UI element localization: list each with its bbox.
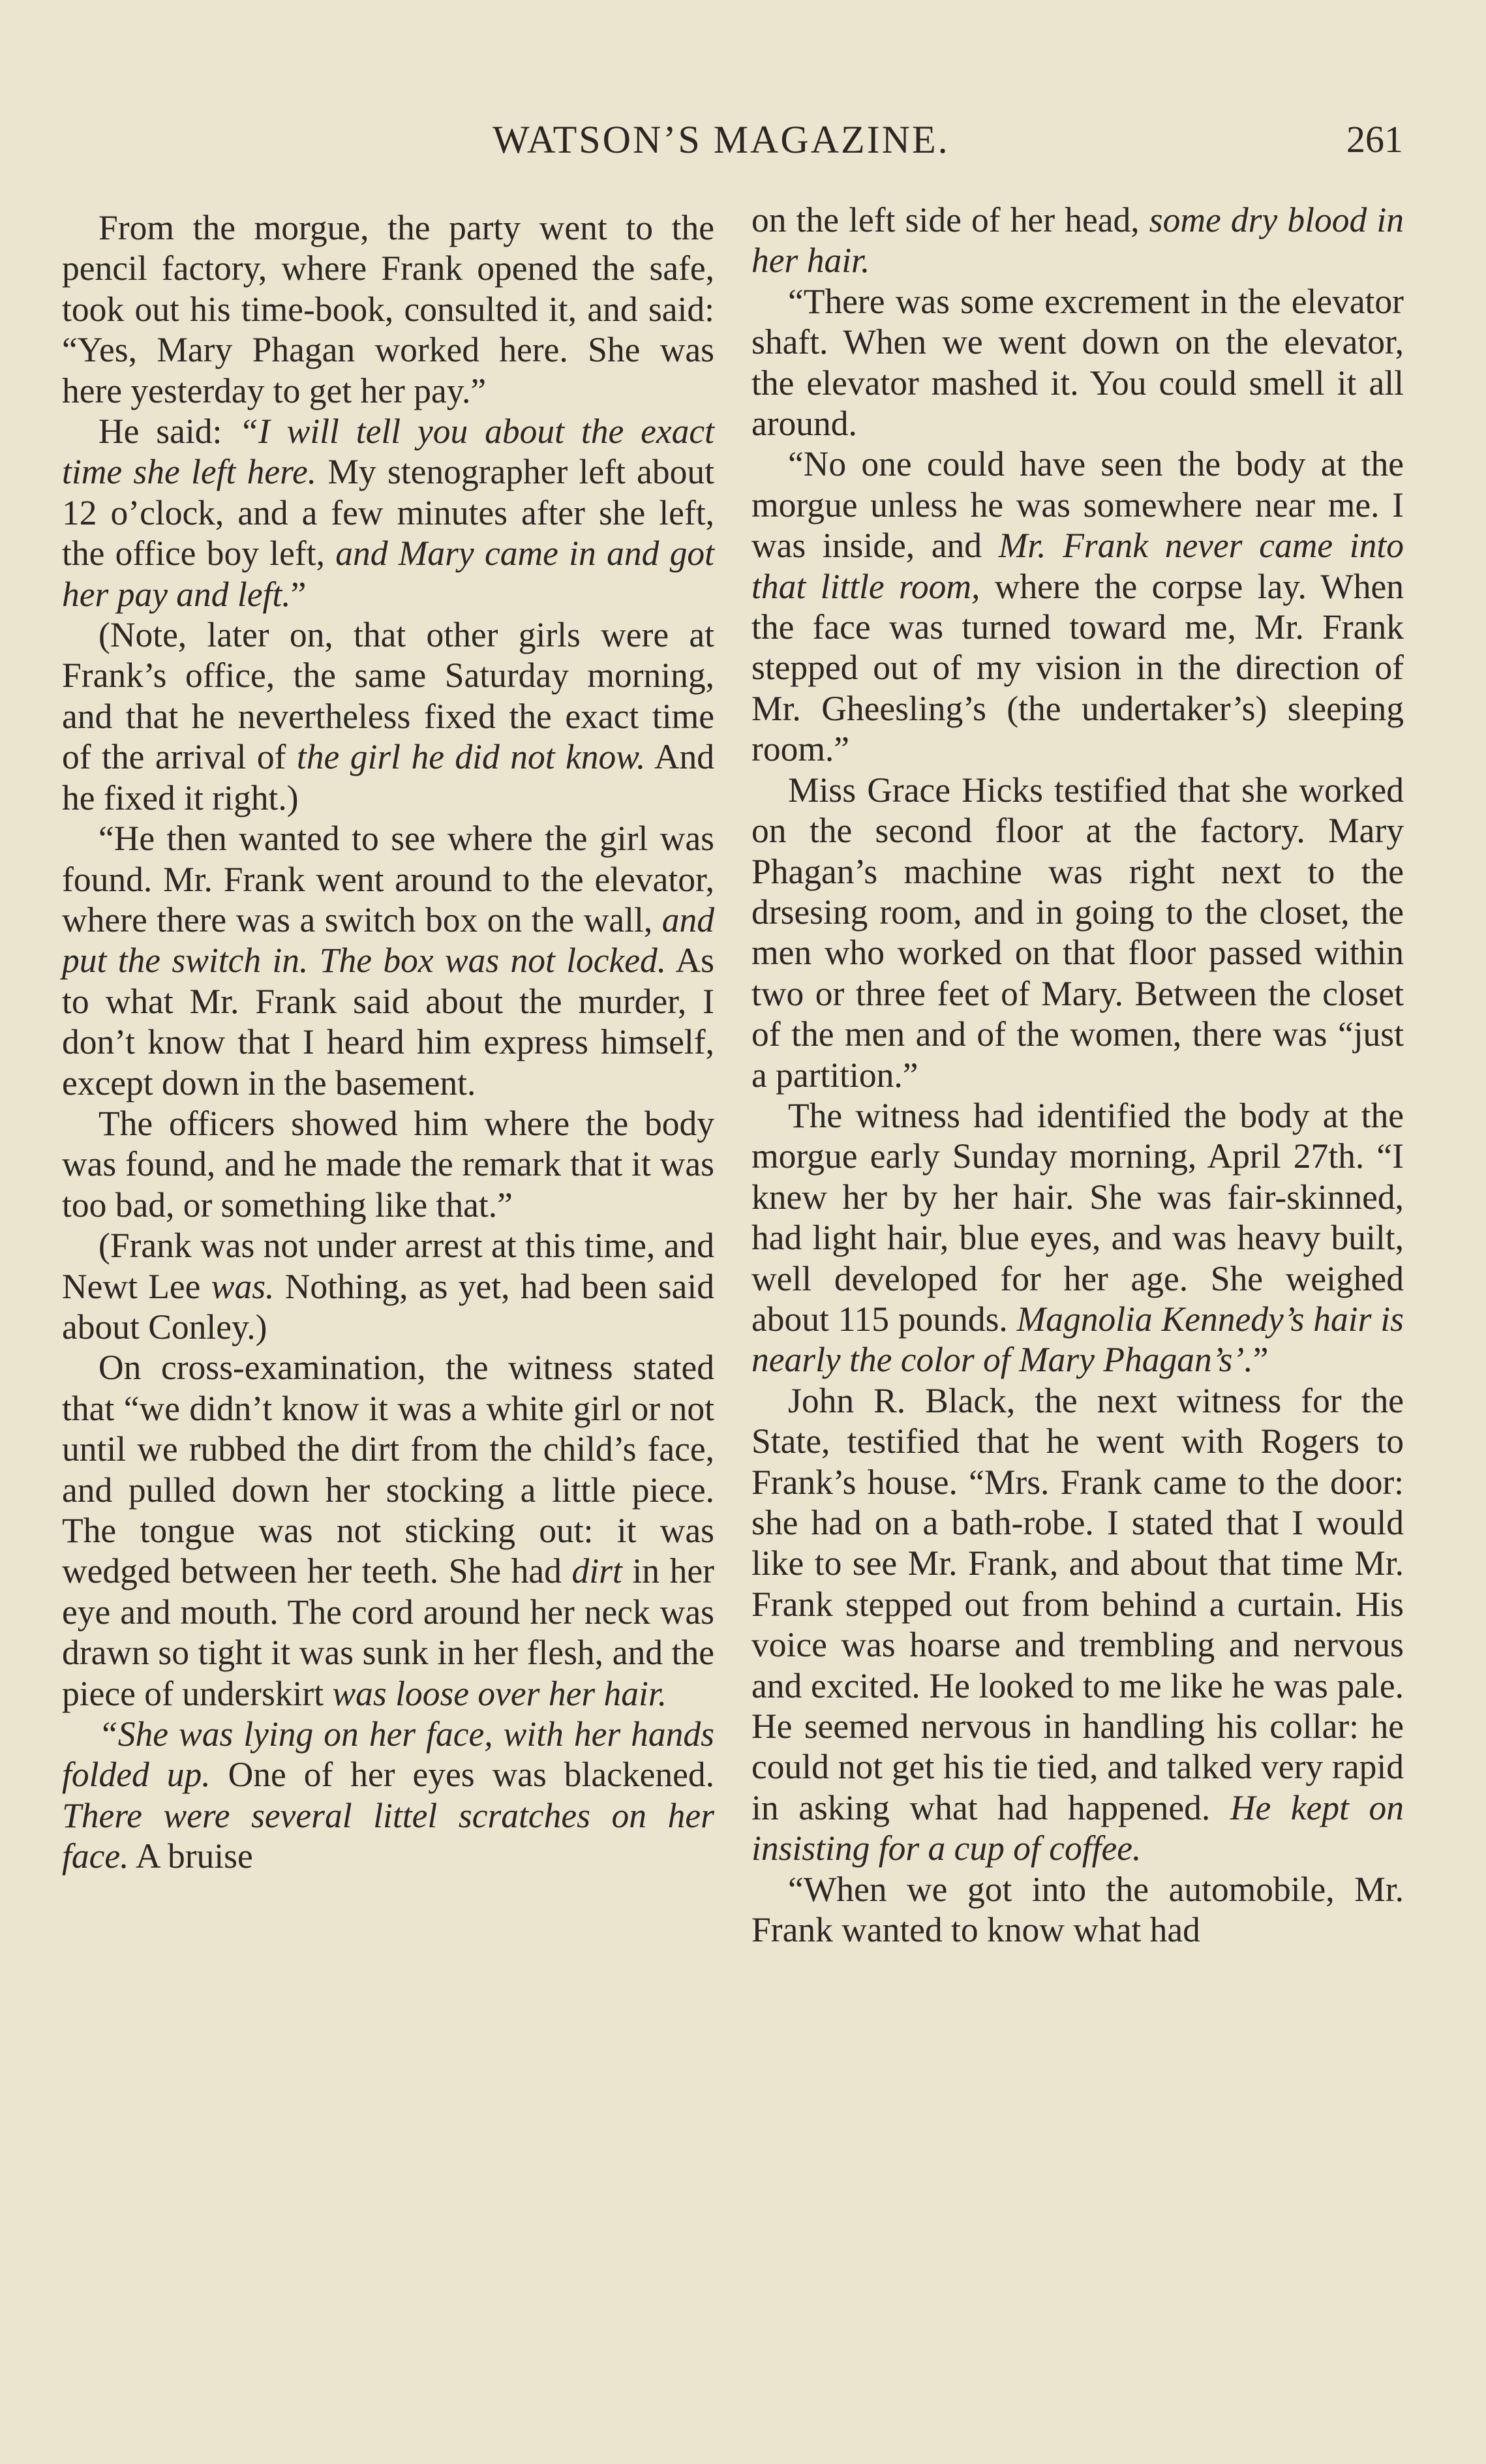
italic-text: was. [211,1266,275,1306]
italic-text: dirt [571,1551,622,1591]
italic-text: He kept on insisting for a cup of coffee. [751,1787,1404,1868]
paragraph: “He then wanted to see where the girl was found. Mr. Frank went around to the elevator, where there was a switch box on the wall, and put the switch in. The box was not locked. As to what Mr. Frank said about the murder, I don’t know that I heard him express himself, except down in the basement. [62,819,714,1103]
italic-text: some dry blood in her hair. [751,200,1404,281]
italic-text: Magnolia Kennedy’s hair is nearly the color of Mary Phagan’s’. [751,1299,1404,1380]
italic-text: and put the switch in. The box was not locked. [62,900,714,981]
paragraph: (Frank was not under arrest at this time, and Newt Lee was. Nothing, as yet, had been said about Conley.) [62,1226,714,1346]
italic-text: “She was lying on her face, with her hands folded up. [62,1714,714,1795]
italic-text: and Mary came in and got her pay and left. [62,534,714,614]
page-number: 261 [1346,118,1403,160]
page-header [0,117,1486,176]
paragraph: From the morgue, the party went to the pencil factory, where Frank opened the safe, took out his time-book, consulted it, and said: “Yes, Mary Phagan worked here. She was here yesterday to get her pay.” [62,208,714,410]
italic-text: “I will tell you about the exact time she left here. [62,412,714,492]
italic-text: There were several littel scratches on her face. [62,1795,714,1876]
running-title: WATSON’S MAGAZINE. [493,118,950,161]
paragraph: on the left side of her head, some dry blood in her hair. [751,200,1404,281]
italic-text: Mr. Frank never came into that little room, [751,526,1404,606]
paragraph: On cross-examination, the witness stated that “we didn’t know it was a white girl or not until we rubbed the dirt from the child’s face, and pulled down her stocking a little piece. The tongue was not sticking out: it was wedged between her teeth. She had dirt in her eye and mouth. The cord around her neck was drawn so tight it was sunk in her flesh, and the piece of underskirt was loose over her hair. [62,1348,714,1713]
paragraph: The witness had identified the body at the morgue early Sunday morning, April 27th. “I knew her by her hair. She was fair-skinned, had light hair, blue eyes, and was heavy built, well developed for her age. She weighed about 115 pounds. Magnolia Kennedy’s hair is nearly the color of Mary Phagan’s’.” [751,1095,1404,1380]
paragraph: Miss Grace Hicks testified that she worked on the second floor at the factory. Mary Phagan’s machine was right next to the drsesing room, and in going to the closet, the men who worked on that floor passed within two or three feet of Mary. Between the closet of the men and of the women, there was “just a partition.” [751,770,1404,1095]
italic-text: was loose over her hair. [332,1673,667,1713]
paragraph: “No one could have seen the body at the morgue unless he was somewhere near me. I was inside, and Mr. Frank never came into that little room, where the corpse lay. When the face was turned toward me, Mr. Frank stepped out of my vision in the direction of Mr. Gheesling’s (the undertaker’s) sleeping room.” [751,444,1404,769]
left-column [62,207,714,1877]
italic-text: the girl he did not know. [296,737,646,777]
paragraph: The officers showed him where the body was found, and he made the remark that it was too bad, or something like that.” [62,1103,714,1224]
paragraph: (Note, later on, that other girls were at Frank’s office, the same Saturday morning, and that he nevertheless fixed the exact time of the arrival of the girl he did not know. And he fixed it right.) [62,615,715,817]
paragraph: John R. Black, the next witness for the State, testified that he went with Rogers to Frank’s house. “Mrs. Frank came to the door: she had on a bath-robe. I stated that I would like to see Mr. Frank, and about that time Mr. Frank stepped out from behind a curtain. His voice was hoarse and trembling and nervous and excited. He looked to me like he was pale. He seemed nervous in handling his collar: he could not get his tie tied, and talked very rapid in asking what had happened. He kept on insisting for a cup of coffee. [751,1380,1404,1868]
paragraph: “When we got into the automobile, Mr. Frank wanted to know what had [751,1869,1404,1950]
paragraph: “She was lying on her face, with her hands folded up. One of her eyes was blackened. There were several littel scratches on her face. A bruise [62,1714,714,1876]
right-column [751,200,1404,1950]
paragraph: He said: “I will tell you about the exact time she left here. My stenographer left about 12 o’clock, and a few minutes after she left, the office boy left, and Mary came in and got her pay and left.” [62,412,714,614]
paragraph: “There was some excrement in the elevator shaft. When we went down on the elevator, the elevator mashed it. You could smell it all around. [751,281,1404,444]
